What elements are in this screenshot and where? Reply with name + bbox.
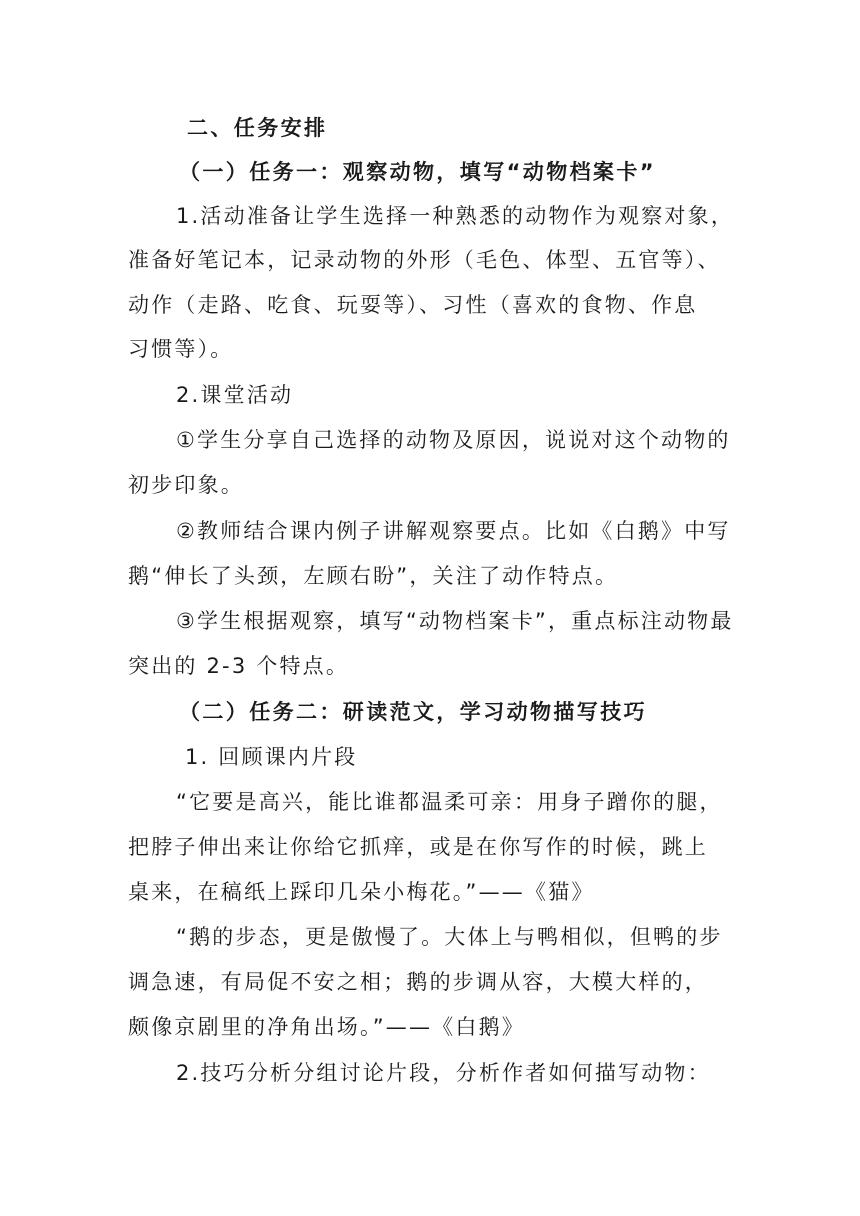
task2-heading: （二）任务二：研读范文，学习动物描写技巧 xyxy=(179,700,647,724)
paragraph-line: 动作（走路、吃食、玩耍等）、习性（喜欢的食物、作息 xyxy=(128,293,698,317)
section-heading: 二、任务安排 xyxy=(187,116,328,140)
paragraph-line: ③学生根据观察，填写“动物档案卡”，重点标注动物最 xyxy=(176,609,734,633)
paragraph-line: 初步印象。 xyxy=(128,473,244,497)
quote-line: “它要是高兴，能比谁都温柔可亲：用身子蹭你的腿， xyxy=(176,790,723,814)
paragraph-line: 2.技巧分析分组讨论片段，分析作者如何描写动物： xyxy=(176,1061,711,1085)
quote-line: 调急速，有局促不安之相；鹅的步调从容，大模大样的， xyxy=(128,970,708,994)
paragraph-line: ①学生分享自己选择的动物及原因，说说对这个动物的 xyxy=(176,428,731,452)
paragraph-line: 习惯等）。 xyxy=(128,337,234,361)
quote-line: 颇像京剧里的净角出场。”——《白鹅》 xyxy=(128,1015,525,1039)
paragraph-line: ②教师结合课内例子讲解观察要点。比如《白鹅》中写 xyxy=(176,519,731,543)
paragraph-line: 鹅“伸长了头颈，左顾右盼”，关注了动作特点。 xyxy=(128,564,619,588)
paragraph-line: 1. 回顾课内片段 xyxy=(185,745,358,769)
paragraph-line: 2.课堂活动 xyxy=(176,383,294,407)
paragraph-line: 1.活动准备让学生选择一种熟悉的动物作为观察对象， xyxy=(176,204,735,228)
paragraph-line: 准备好笔记本，记录动物的外形（毛色、体型、五官等）、 xyxy=(128,248,721,272)
quote-line: 桌来，在稿纸上踩印几朵小梅花。”——《猫》 xyxy=(128,880,595,904)
quote-line: 把脖子伸出来让你给它抓痒，或是在你写作的时候，跳上 xyxy=(128,835,708,859)
quote-line: “鹅的步态，更是傲慢了。大体上与鸭相似，但鸭的步 xyxy=(176,925,723,949)
task1-heading: （一）任务一：观察动物，填写“动物档案卡” xyxy=(179,160,657,184)
paragraph-line: 突出的 2-3 个特点。 xyxy=(128,654,350,678)
